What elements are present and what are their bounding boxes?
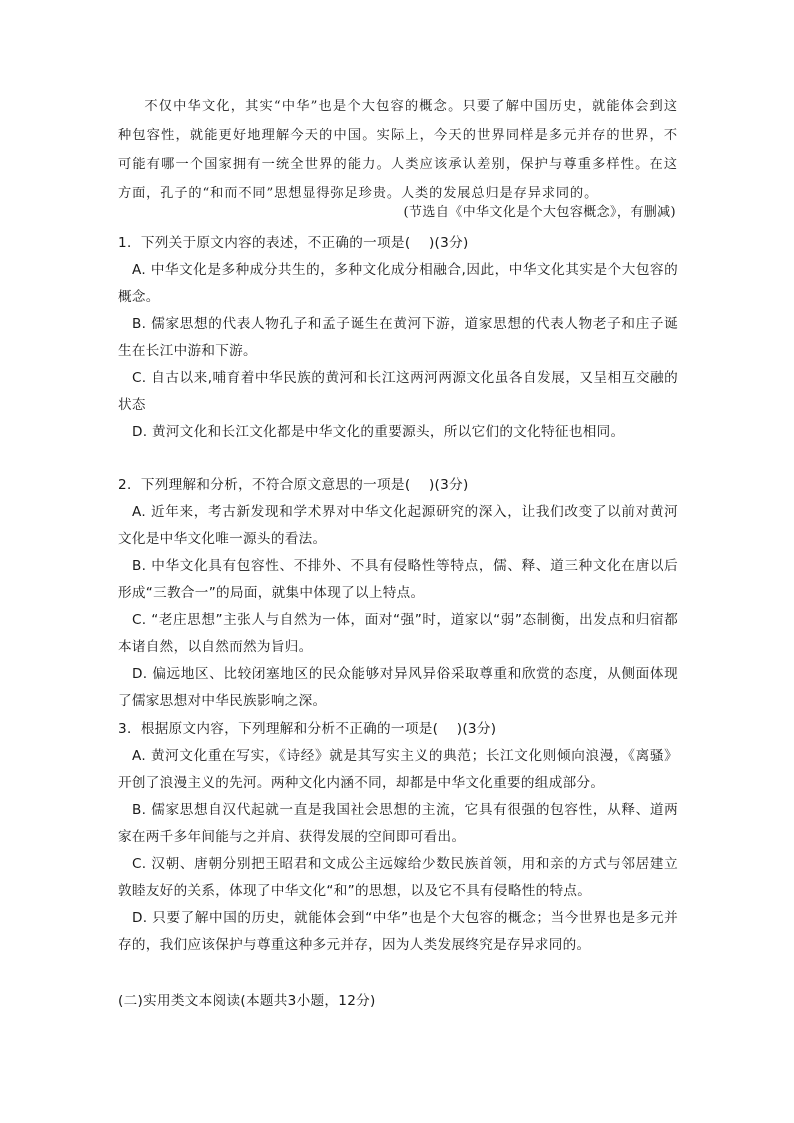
option-a: A. 中华文化是多种成分共生的，多种文化成分相融合,因此，中华文化其实是个大包容的概念。: [118, 262, 678, 305]
option-d: D. 偏远地区、比较闭塞地区的民众能够对异风异俗采取尊重和欣赏的态度，从侧面体现了儒家思想对中华民族影响之深。: [118, 666, 678, 709]
option-c: C. “老庄思想”主张人与自然为一体，面对“强”时，道家以“弱”态制衡，出发点和归宿都本诸自然，以自然而然为旨归。: [118, 612, 678, 655]
option-b: B. 儒家思想的代表人物孔子和孟子诞生在黄河下游，道家思想的代表人物老子和庄子诞生在长江中游和下游。: [118, 316, 678, 359]
question-1: [118, 230, 678, 446]
question-stem: 3．根据原文内容，下列理解和分析不正确的一项是( )(3分): [118, 721, 497, 737]
option-a: A. 近年来，考古新发现和学术界对中华文化起源研究的深入，让我们改变了以前对黄河文化是中华文化唯一源头的看法。: [118, 504, 678, 547]
question-stem: 2．下列理解和分析，不符合原文意思的一项是( )(3分): [118, 477, 469, 493]
question-2: [118, 472, 678, 715]
passage-source: (节选自《中华文化是个大包容概念》，有删减): [403, 205, 676, 220]
option-d: D. 黄河文化和长江文化都是中华文化的重要源头，所以它们的文化特征也相同。: [132, 424, 625, 440]
question-stem: 1．下列关于原文内容的表述，不正确的一项是( )(3分): [118, 235, 469, 251]
option-c: C. 自古以来,哺育着中华民族的黄河和长江这两河两源文化虽各自发展，又呈相互交融的状态: [118, 370, 678, 413]
section-heading: (二)实用类文本阅读(本题共3小题，12分): [118, 993, 376, 1009]
option-b: B. 儒家思想自汉代起就一直是我国社会思想的主流，它具有很强的包容性，从释、道两家在两千多年间能与之并肩、获得发展的空间即可看出。: [118, 802, 678, 845]
option-d: D. 只要了解中国的历史，就能体会到“中华”也是个大包容的概念；当今世界也是多元并存的，我们应该保护与尊重这种多元并存，因为人类发展终究是存异求同的。: [118, 910, 678, 953]
option-c: C. 汉朝、唐朝分别把王昭君和文成公主远嫁给少数民族首领，用和亲的方式与邻居建立敦睦友好的关系，体现了中华文化“和”的思想，以及它不具有侵略性的特点。: [118, 856, 678, 899]
option-a: A. 黄河文化重在写实，《诗经》就是其写实主义的典范；长江文化则倾向浪漫，《离骚》开创了浪漫主义的先河。两种文化内涵不同，却都是中华文化重要的组成部分。: [118, 748, 678, 791]
question-3: [118, 716, 678, 959]
passage-paragraph: 不仅中华文化，其实“中华”也是个大包容的概念。只要了解中国历史，就能体会到这种包容性，就能更好地理解今天的中国。实际上，今天的世界同样是多元并存的世界，不可能有哪一个国家拥有一统全世界的能力。人类应该承认差别，保护与尊重多样性。在这方面，孔子的“和而不同”思想显得弥足珍贵。人类的发展总归是存异求同的。: [118, 99, 678, 201]
option-b: B. 中华文化具有包容性、不排外、不具有侵略性等特点，儒、释、道三种文化在唐以后形成“三教合一”的局面，就集中体现了以上特点。: [118, 558, 678, 601]
passage-excerpt: [118, 92, 678, 208]
